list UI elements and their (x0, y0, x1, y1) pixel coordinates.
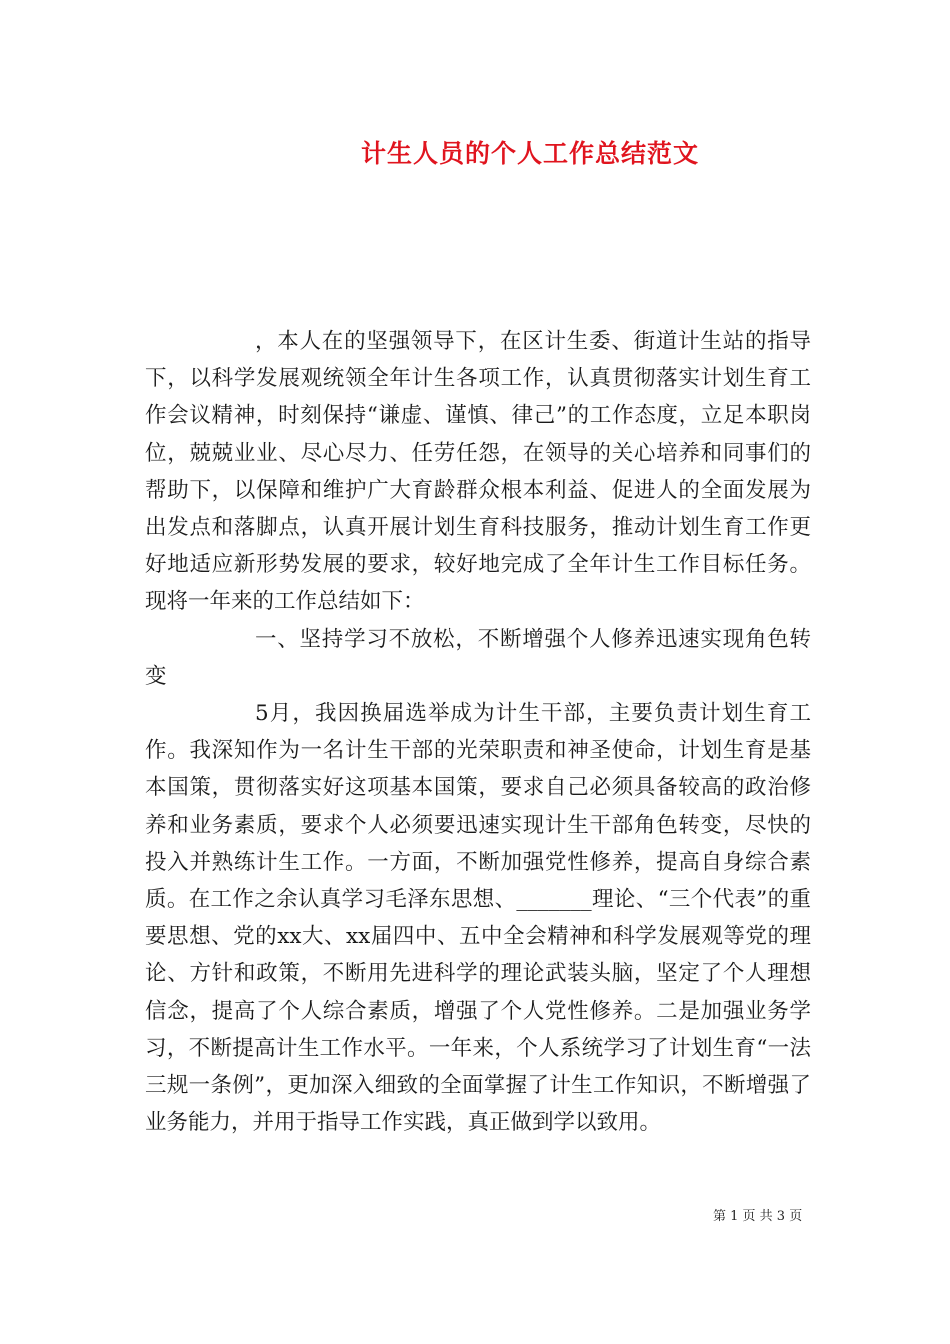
paragraph-section-1: 5月，我因换届选举成为计生干部，主要负责计划生育工作。我深知作为一名计生干部的光荣职责和神圣使命，计划生育是基本国策，贯彻落实好这项基本国策，要求自己必须具备较高的政治修养和业务素质，要求个人必须要迅速实现计生干部角色转变，尽快的投入并熟练计生工作。一方面，不断加强党性修养，提高自身综合素质。在工作之余认真学习毛泽东思想、_______理论、“三个代表”的重要思想、党的xx大、xx届四中、五中全会精神和科学发展观等党的理论、方针和政策，不断用先进科学的理论武装头脑，坚定了个人理想信念，提高了个人综合素质，增强了个人党性修养。二是加强业务学习，不断提高计生工作水平。一年来，个人系统学习了计划生育“一法三规一条例”，更加深入细致的全面掌握了计生工作知识，不断增强了业务能力，并用于指导工作实践，真正做到学以致用。 (145, 701, 811, 1136)
document-title: 计生人员的个人工作总结范文 (360, 139, 699, 168)
page-number-footer: 第 1 页 共 3 页 (713, 1209, 803, 1224)
paragraph-intro: ，本人在的坚强领导下，在区计生委、街道计生站的指导下，以科学发展观统领全年计生各项工作，认真贯彻落实计划生育工作会议精神，时刻保持“谦虚、谨慎、律己”的工作态度，立足本职岗位，兢兢业业、尽心尽力、任劳任怨，在领导的关心培养和同事们的帮助下，以保障和维护广大育龄群众根本利益、促进人的全面发展为出发点和落脚点，认真开展计划生育科技服务，推动计划生育工作更好地适应新形势发展的要求，较好地完成了全年计生工作目标任务。现将一年来的工作总结如下： (145, 329, 811, 615)
section-heading-1: 一、坚持学习不放松，不断增强个人修养迅速实现角色转变 (145, 626, 811, 689)
document-body (145, 323, 811, 1141)
